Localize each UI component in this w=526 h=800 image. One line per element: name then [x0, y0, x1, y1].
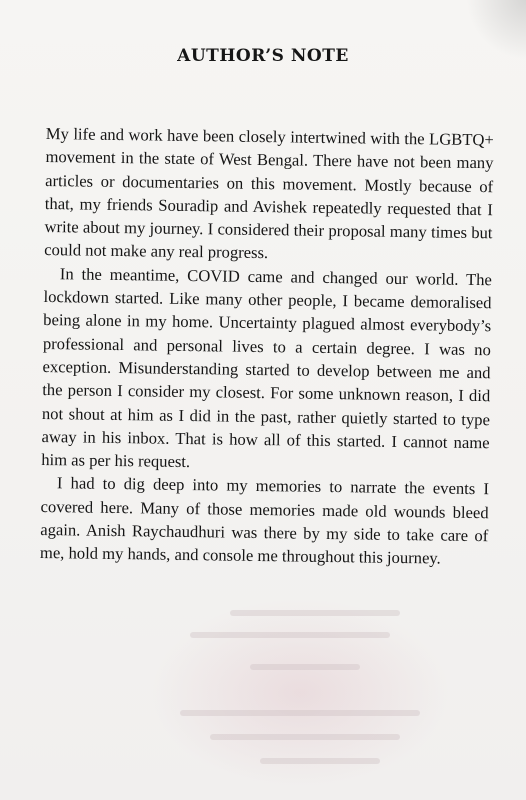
paragraph-3: I had to dig deep into my memories to narrate the events I covered here. Many of those memories made old wounds bleed again. Anish Raychaudhuri was there by my side to take care of me, hold my hands, and console me throughout this journey.	[39, 473, 490, 568]
body-text	[40, 122, 494, 571]
paragraph-1: My life and work have been closely intertwined with the LGBTQ+ movement in the state of West Bengal. There have not been many articles or documentaries on this movement. Mostly because of that, my friends Souradip and Avishek repeatedly requested that I write about my journey. I considered their proposal many times but could not make any real progress.	[44, 123, 494, 263]
bleed-line	[190, 632, 390, 638]
bleed-line	[250, 664, 360, 670]
bleed-line	[260, 758, 380, 764]
bleed-line	[210, 734, 400, 740]
bleed-line	[230, 610, 400, 616]
bleed-through-area	[150, 598, 450, 788]
page-title: AUTHOR’S NOTE	[177, 46, 349, 66]
paragraph-2: In the meantime, COVID came and changed our world. The lockdown started. Like many other people, I became demoralised being alone in my home. Uncertainty plagued almost everybody’s professional and personal lives to a certain degree. I was no exception. Misunderstanding started to develop between me and the person I consider my closest. For some unknown reason, I did not shout at him as I did in the past, rather quietly started to type away in his inbox. That is how all of this started. I cannot name him as per his request.	[41, 263, 492, 472]
bleed-line	[180, 710, 420, 716]
